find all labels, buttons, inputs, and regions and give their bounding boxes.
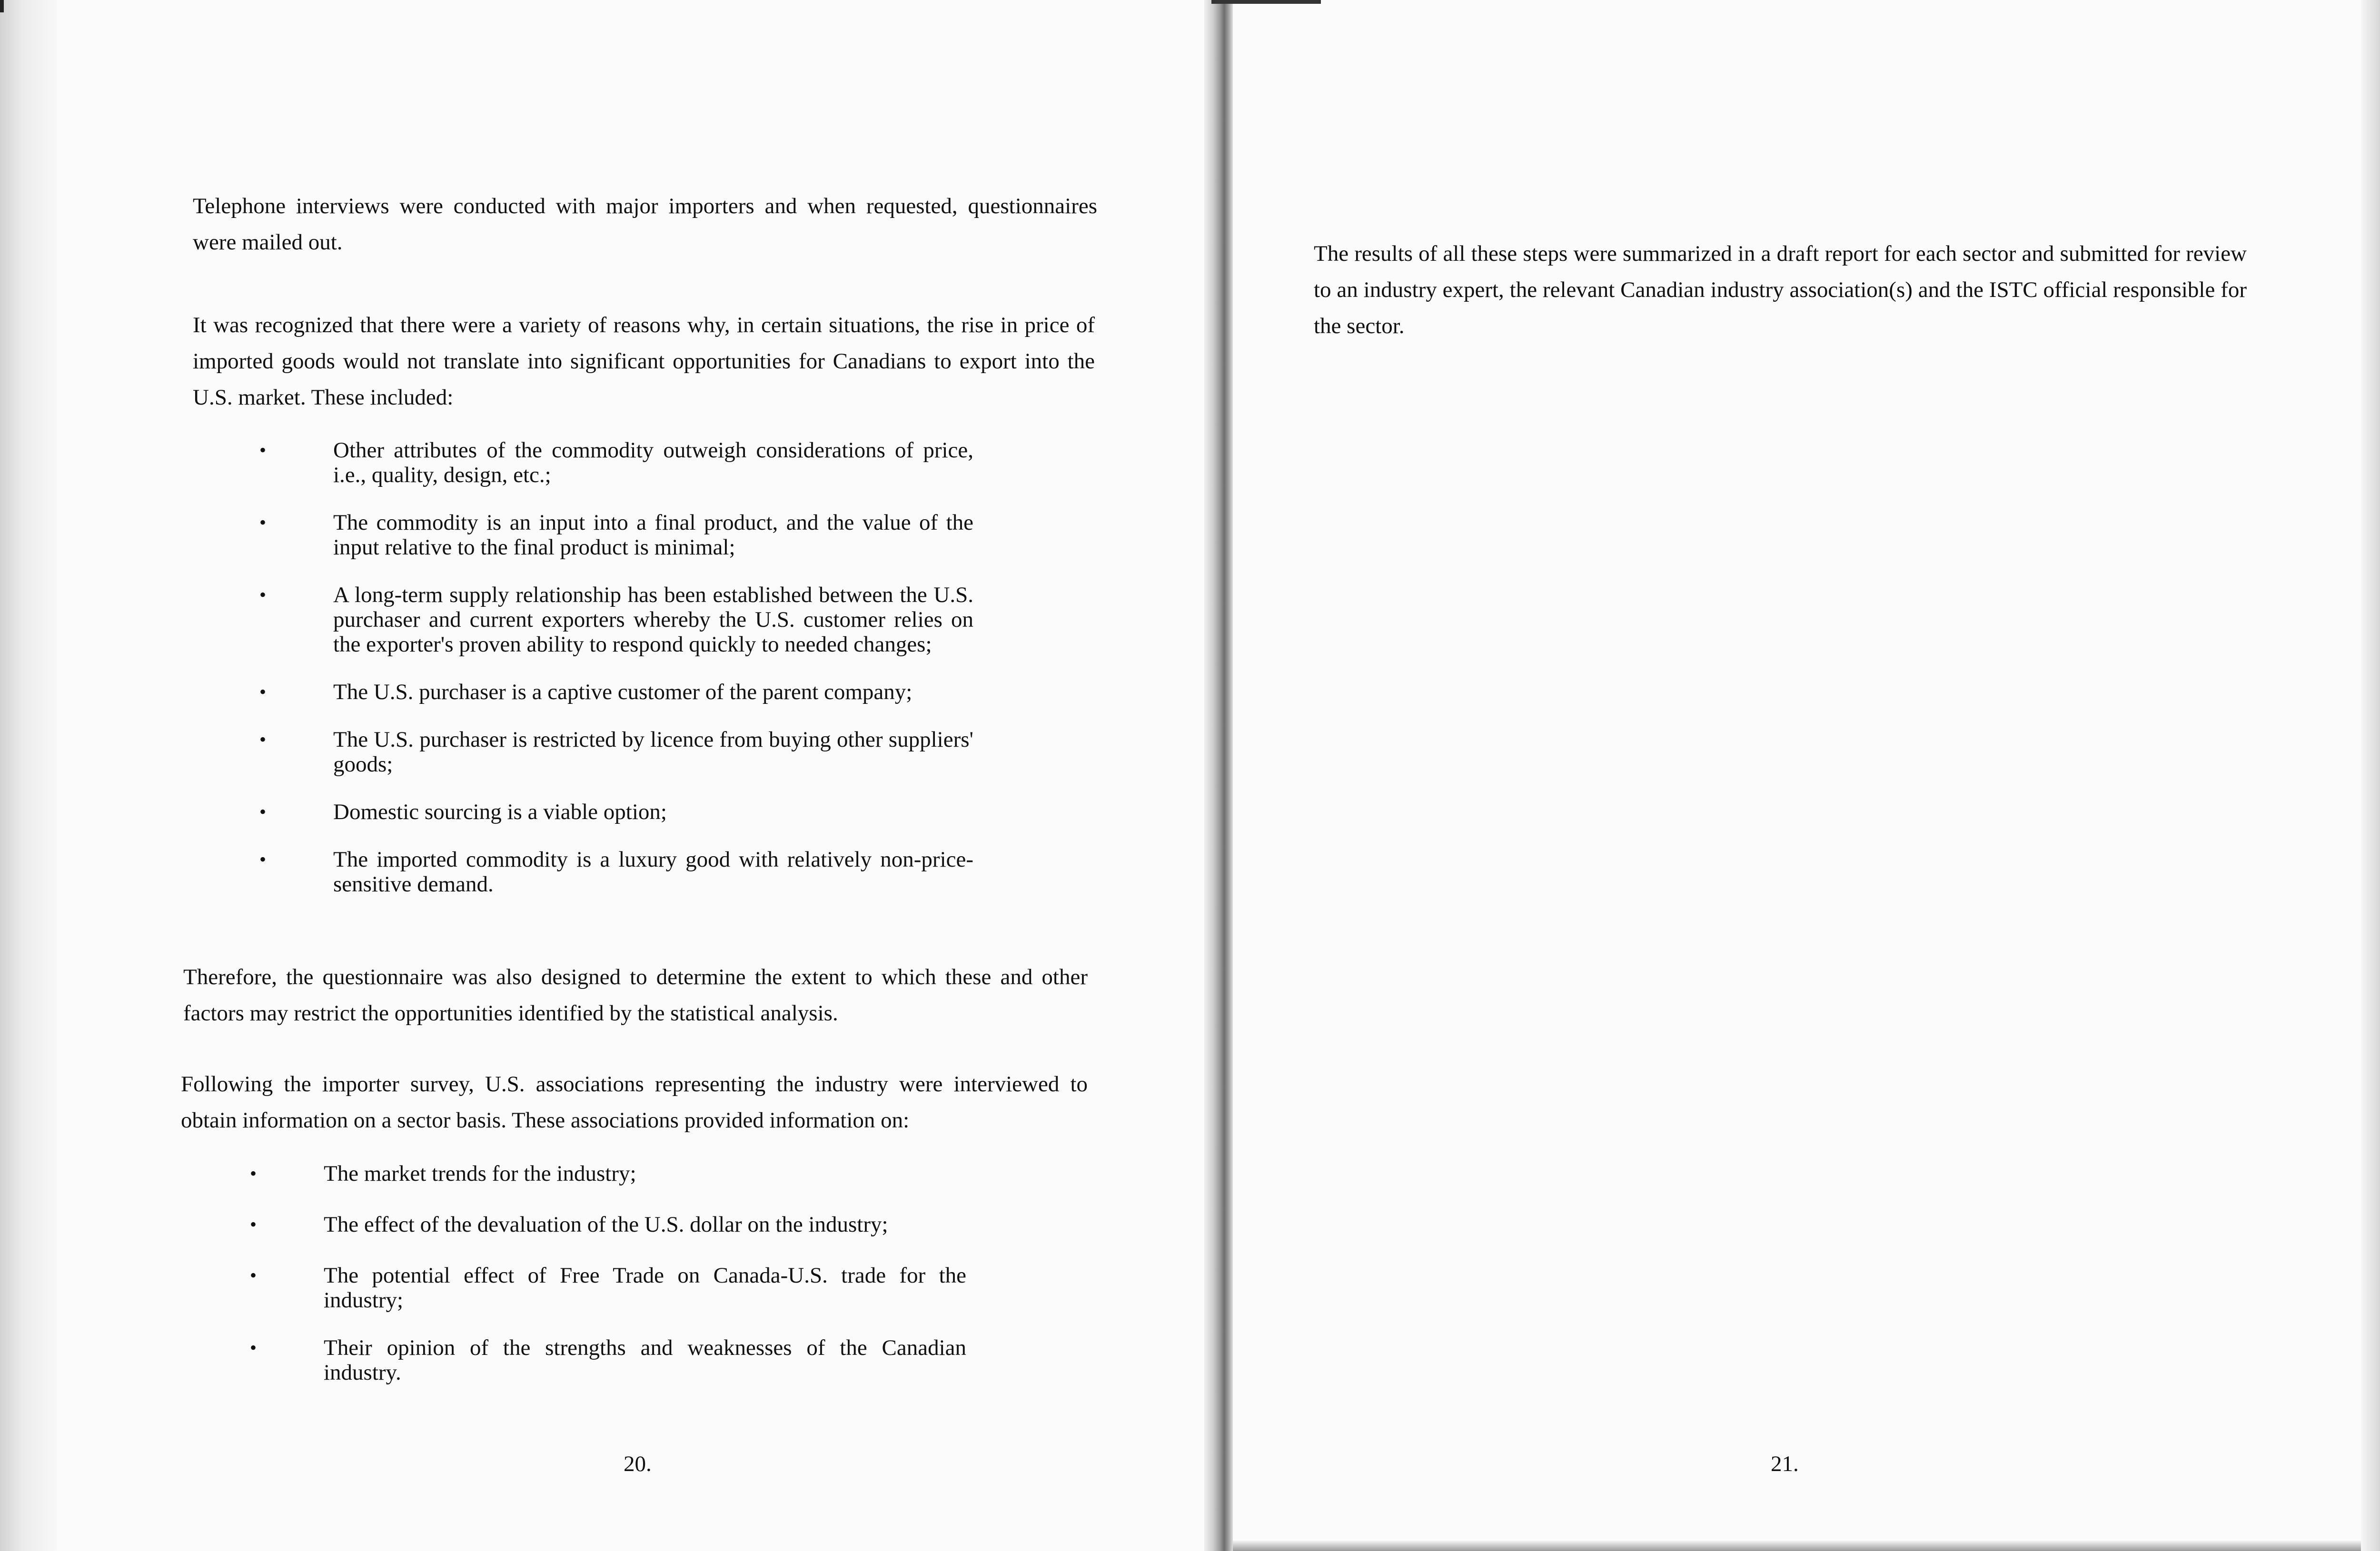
right-page-edge bbox=[2361, 0, 2380, 1551]
reason-text: The imported commodity is a luxury good with relatively non-price-sensitive demand. bbox=[333, 847, 973, 897]
paragraph-telephone-interviews: Telephone interviews were conducted with major importers and when requested, questionnaires were mailed out. bbox=[193, 194, 1097, 255]
list-item bbox=[250, 1161, 966, 1186]
bullet-icon: • bbox=[259, 681, 267, 702]
bullet-icon: • bbox=[250, 1214, 257, 1235]
scan-mark bbox=[1211, 0, 1321, 4]
topic-text: The market trends for the industry; bbox=[324, 1161, 636, 1186]
bullet-icon: • bbox=[250, 1265, 257, 1286]
list-item bbox=[250, 1263, 966, 1313]
bullet-icon: • bbox=[259, 512, 267, 533]
paragraph-questionnaire-purpose: Therefore, the questionnaire was also designed to determine the extent to which these and other factors may restrict the opportunities identified by the statistical analysis. bbox=[183, 965, 1088, 1026]
reason-text: The U.S. purchaser is a captive customer of the parent company; bbox=[333, 680, 912, 704]
list-item bbox=[259, 680, 973, 704]
bullet-icon: • bbox=[259, 801, 267, 822]
scan-mark bbox=[0, 0, 4, 12]
binding-gutter bbox=[1204, 0, 1233, 1551]
bullet-icon: • bbox=[259, 849, 267, 870]
topic-text: Their opinion of the strengths and weaknesses of the Canadian industry. bbox=[324, 1335, 966, 1385]
list-item bbox=[259, 583, 973, 657]
reason-text: A long-term supply relationship has been established between the U.S. purchaser and current exporters whereby the U.S. customer relies on the exporter's proven ability to respond quickly to needed changes; bbox=[333, 583, 973, 657]
list-item bbox=[259, 510, 973, 560]
reason-text: Other attributes of the commodity outweigh considerations of price, i.e., quality, design, etc.; bbox=[333, 438, 973, 487]
reasons-list bbox=[259, 438, 973, 897]
left-page-edge bbox=[0, 0, 57, 1551]
list-item bbox=[250, 1212, 966, 1237]
list-item bbox=[259, 727, 973, 777]
paragraph-results-summary: The results of all these steps were summarized in a draft report for each sector and submitted for review to an industry expert, the relevant Canadian industry association(s) and the ISTC official responsible for the sector. bbox=[1314, 241, 2247, 338]
topic-text: The potential effect of Free Trade on Canada-U.S. trade for the industry; bbox=[324, 1263, 966, 1313]
paragraph-reasons-intro: It was recognized that there were a variety of reasons why, in certain situations, the rise in price of imported goods would not translate into significant opportunities for Canadians to export into the U.S. market. These included: bbox=[193, 313, 1095, 410]
bullet-icon: • bbox=[250, 1337, 257, 1358]
bullet-icon: • bbox=[259, 439, 267, 461]
right-page bbox=[1314, 0, 2256, 1551]
page-number: 21. bbox=[1771, 1452, 1799, 1476]
bullet-icon: • bbox=[250, 1163, 257, 1184]
association-topics-list bbox=[250, 1161, 966, 1385]
list-item bbox=[259, 800, 973, 824]
list-item bbox=[259, 438, 973, 487]
left-page bbox=[162, 0, 1133, 1551]
reason-text: Domestic sourcing is a viable option; bbox=[333, 800, 667, 824]
reason-text: The commodity is an input into a final product, and the value of the input relative to the final product is minimal; bbox=[333, 510, 973, 560]
list-item bbox=[250, 1335, 966, 1385]
paragraph-us-associations: Following the importer survey, U.S. associations representing the industry were interviewed to obtain information on a sector basis. These associations provided information on: bbox=[181, 1072, 1088, 1133]
bullet-icon: • bbox=[259, 729, 267, 750]
topic-text: The effect of the devaluation of the U.S. dollar on the industry; bbox=[324, 1212, 888, 1237]
list-item bbox=[259, 847, 973, 897]
reason-text: The U.S. purchaser is restricted by licence from buying other suppliers' goods; bbox=[333, 727, 973, 777]
page-number: 20. bbox=[624, 1452, 652, 1476]
bullet-icon: • bbox=[259, 584, 267, 605]
